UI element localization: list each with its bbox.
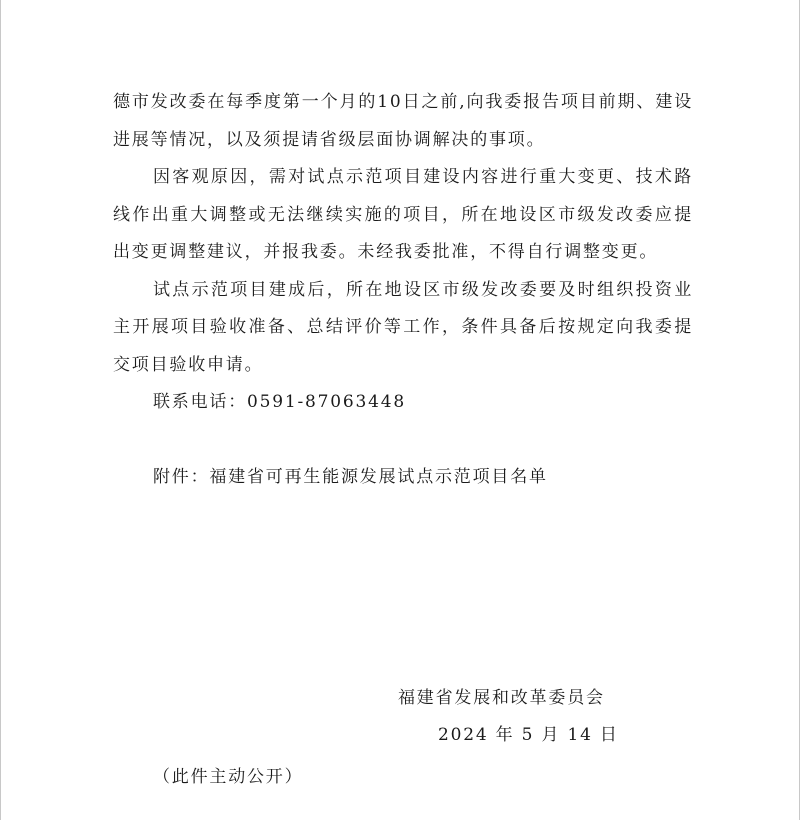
attachment-line: 附件：福建省可再生能源发展试点示范项目名单 xyxy=(153,467,548,487)
paragraph-project-changes: 因客观原因，需对试点示范项目建设内容进行重大变更、技术路线作出重大调整或无法继续实施的项目，所在地设区市级发改委应提出变更调整建议，并报我委。未经我委批准，不得自行调整变更。 xyxy=(113,167,693,262)
contact-phone: 联系电话：0591-87063448 xyxy=(153,392,406,412)
signing-date: 2024 年 5 月 14 日 xyxy=(438,725,619,745)
blank-line xyxy=(113,422,693,460)
public-disclosure-note: （此件主动公开） xyxy=(153,767,304,787)
paragraph-project-acceptance: 试点示范项目建成后，所在地设区市级发改委要及时组织投资业主开展项目验收准备、总结评价等工作，条件具备后按规定向我委提交项目验收申请。 xyxy=(113,279,693,375)
signing-organization: 福建省发展和改革委员会 xyxy=(398,688,605,708)
document-body xyxy=(113,84,693,497)
paragraph-report-schedule: 德市发改委在每季度第一个月的10日之前,向我委报告项目前期、建设进展等情况，以及须提请省级层面协调解决的事项。 xyxy=(113,92,693,150)
